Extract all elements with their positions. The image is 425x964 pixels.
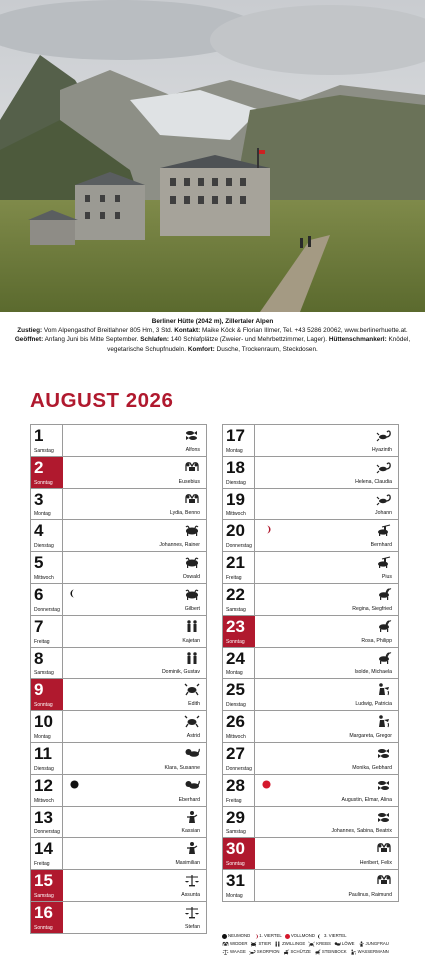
date-box [31, 838, 63, 869]
caption-food-label: Hüttenschmankerl: [328, 336, 387, 344]
legend-sign [222, 940, 247, 948]
caption-zustieg-text: Vom Alpengasthof Breitlahner 805 Hm, 3 Std. [42, 327, 175, 335]
day-number: 17 [226, 426, 245, 445]
legend-sign [308, 940, 331, 948]
photo-caption [6, 317, 419, 354]
caption-sleep-text: 140 Schlafplätze (Zweier- und Mehrbettzimmer, Lager). [168, 336, 329, 344]
date-box [31, 489, 63, 520]
full-moon-icon [262, 780, 271, 789]
date-box [31, 616, 63, 647]
date-box [31, 902, 63, 933]
capricorn-icon [376, 619, 392, 633]
name-days: Alfons [185, 446, 200, 453]
name-days: Isolde, Michaela [354, 669, 392, 676]
caption-open-text: Anfang Juni bis Mitte September. [43, 336, 141, 344]
date-box [223, 489, 255, 520]
name-days: Klara, Susanne [164, 764, 200, 771]
day-number: 11 [34, 743, 52, 763]
name-days: Lydia, Benno [169, 510, 200, 517]
weekday-name: Montag [34, 511, 51, 518]
lion-icon [184, 778, 200, 792]
new-moon-icon [70, 780, 79, 789]
aries-icon [184, 460, 200, 474]
crab-icon [308, 941, 315, 947]
day-row [31, 902, 206, 934]
day-number: 3 [34, 489, 44, 509]
day-number: 23 [226, 616, 245, 636]
date-box [31, 711, 63, 742]
day-number: 12 [34, 775, 53, 795]
new-moon-icon [222, 934, 227, 939]
weekday-name: Freitag [226, 797, 242, 804]
weekday-name: Samstag [34, 447, 54, 454]
name-days: Regina, Siegfried [352, 605, 392, 612]
weekday-name: Samstag [34, 892, 54, 899]
day-number: 4 [34, 521, 44, 541]
name-days: Augustin, Elmar, Alina [341, 796, 392, 803]
weekday-name: Dienstag [226, 702, 246, 709]
legend-new-moon [222, 932, 250, 940]
day-number: 25 [226, 680, 245, 700]
date-box [223, 775, 255, 806]
date-box [223, 552, 255, 583]
day-number: 2 [34, 457, 44, 477]
legend-sign [358, 940, 389, 948]
scales-icon [184, 905, 200, 919]
date-box [223, 648, 255, 679]
day-row [31, 552, 206, 584]
day-number: 19 [226, 489, 245, 509]
day-number: 7 [34, 616, 44, 636]
date-box [223, 425, 255, 456]
date-box [31, 552, 63, 583]
day-row [31, 775, 206, 807]
name-days: Dominik, Gustav [161, 669, 200, 676]
month-title: AUGUST 2026 [30, 389, 174, 412]
day-row [31, 457, 206, 489]
day-number: 5 [34, 553, 44, 573]
waterbearer-icon [376, 682, 392, 696]
legend-signs-row-2 [222, 948, 412, 956]
day-row [223, 616, 398, 648]
legend-sign-label: WAAGE [230, 949, 246, 954]
name-days: Astrid [186, 732, 200, 739]
fish-icon [376, 810, 392, 824]
date-box [223, 520, 255, 551]
day-number: 31 [226, 871, 245, 891]
day-row [31, 743, 206, 775]
caption-zustieg-label: Zustieg: [17, 327, 43, 335]
name-days: Maximilian [175, 860, 200, 867]
day-row [223, 648, 398, 680]
legend-sign [250, 940, 271, 948]
weekday-name: Montag [226, 670, 243, 677]
date-box [31, 870, 63, 901]
date-box [223, 584, 255, 615]
day-number: 21 [226, 553, 245, 573]
name-days: Monika, Gebhard [352, 764, 392, 771]
day-row [223, 584, 398, 616]
date-box [223, 679, 255, 710]
date-box [31, 425, 63, 456]
day-row [31, 648, 206, 680]
day-row [31, 807, 206, 839]
name-days: Assunta [181, 891, 200, 898]
day-number: 22 [226, 584, 245, 604]
day-number: 13 [34, 807, 53, 827]
scorpion-icon [376, 428, 392, 442]
virgin-icon [184, 810, 200, 824]
legend [222, 932, 412, 956]
weekday-name: Mittwoch [34, 797, 54, 804]
day-row [223, 838, 398, 870]
day-number: 24 [226, 648, 245, 668]
date-box [31, 584, 63, 615]
legend-sign-label: KREBS [316, 941, 331, 946]
lion-icon [334, 941, 341, 947]
legend-sign-label: STIER [258, 941, 272, 946]
legend-sign-label: SCHÜTZE [290, 949, 311, 954]
weekday-name: Sonntag [34, 479, 53, 486]
day-row [31, 870, 206, 902]
date-box [223, 711, 255, 742]
name-days: Hyazinth [371, 446, 392, 453]
weekday-name: Donnerstag [226, 765, 252, 772]
weekday-name: Mittwoch [226, 733, 246, 740]
day-row [31, 584, 206, 616]
name-days: Gilbert [184, 605, 200, 612]
name-days: Edith [188, 701, 200, 708]
caption-sleep-label: Schlafen: [140, 336, 169, 344]
bull-icon [250, 941, 257, 947]
day-number: 28 [226, 775, 245, 795]
weekday-name: Mittwoch [34, 574, 54, 581]
legend-sign-label: LÖWE [341, 941, 355, 946]
day-number: 14 [34, 839, 53, 859]
day-row [223, 775, 398, 807]
caption-title: Berliner Hütte (2042 m), Zillertaler Alpen [151, 318, 274, 325]
weekday-name: Sonntag [226, 638, 245, 645]
weekday-name: Samstag [34, 670, 54, 677]
first-quarter-icon [262, 525, 271, 534]
day-row [223, 711, 398, 743]
day-number: 15 [34, 871, 53, 891]
legend-full-moon-label: VOLLMOND [290, 933, 315, 938]
crab-icon [184, 714, 200, 728]
legend-first-quarter-label: 1. VIERTEL [259, 933, 282, 938]
date-box [223, 743, 255, 774]
day-number: 30 [226, 839, 245, 859]
legend-sign [350, 948, 389, 956]
waterbearer-icon [350, 949, 357, 955]
fish-icon [376, 778, 392, 792]
day-number: 20 [226, 521, 245, 541]
legend-moon-row [222, 932, 412, 940]
fish-icon [184, 428, 200, 442]
date-box [31, 807, 63, 838]
scorpion-icon [376, 492, 392, 506]
weekday-name: Dienstag [34, 543, 54, 550]
legend-first-quarter [253, 932, 282, 940]
first-quarter-icon [253, 934, 258, 939]
day-number: 1 [34, 426, 44, 445]
day-row [31, 425, 206, 457]
date-box [223, 616, 255, 647]
day-row [223, 552, 398, 584]
day-row [223, 520, 398, 552]
day-row [31, 489, 206, 521]
legend-sign [274, 940, 305, 948]
date-box [31, 775, 63, 806]
day-number: 10 [34, 712, 53, 732]
archer-icon [283, 949, 290, 955]
date-box [31, 679, 63, 710]
legend-sign-label: STEINBOCK [321, 949, 347, 954]
name-days: Johannes, Rainer [159, 542, 200, 549]
name-days: Paulinus, Raimund [348, 891, 392, 898]
date-box [223, 807, 255, 838]
scorpion-icon [249, 949, 256, 955]
weekday-name: Sonntag [226, 861, 245, 868]
weekday-name: Sonntag [34, 924, 53, 931]
legend-sign [334, 940, 355, 948]
name-days: Eusebius [178, 478, 200, 485]
date-box [223, 457, 255, 488]
name-days: Ludwig, Patricia [355, 701, 392, 708]
name-days: Heribert, Felix [359, 860, 392, 867]
name-days: Johannes, Sabina, Beatrix [331, 828, 392, 835]
name-days: Johann [374, 510, 392, 517]
scales-icon [184, 873, 200, 887]
weekday-name: Samstag [226, 606, 246, 613]
weekday-name: Donnerstag [226, 543, 252, 550]
waterbearer-icon [376, 714, 392, 728]
legend-sign-label: ZWILLINGE [282, 941, 306, 946]
archer-icon [376, 555, 392, 569]
caption-food-text: Knödel, vegetarische Schupfnudeln. [107, 336, 411, 353]
caption-comfort-text: Dusche, Trockenraum, Steckdosen. [214, 345, 318, 353]
day-row [223, 743, 398, 775]
twins-icon [184, 619, 200, 633]
date-box [31, 648, 63, 679]
date-box [31, 520, 63, 551]
virgin-icon [184, 841, 200, 855]
day-row [31, 838, 206, 870]
twins-icon [274, 941, 281, 947]
day-row [31, 679, 206, 711]
weekday-name: Freitag [34, 638, 50, 645]
date-box [223, 870, 255, 901]
weekday-name: Donnerstag [34, 606, 60, 613]
name-days: Kajetan [182, 637, 200, 644]
legend-sign [314, 948, 347, 956]
day-number: 18 [226, 457, 245, 477]
day-number: 6 [34, 584, 44, 604]
legend-last-quarter [318, 932, 347, 940]
day-row [31, 520, 206, 552]
day-number: 27 [226, 743, 245, 763]
weekday-name: Dienstag [34, 765, 54, 772]
date-box [31, 457, 63, 488]
capricorn-icon [376, 651, 392, 665]
day-row [223, 457, 398, 489]
calendar-column-left [30, 424, 207, 934]
archer-icon [376, 523, 392, 537]
day-row [223, 425, 398, 457]
weekday-name: Montag [34, 733, 51, 740]
name-days: Pius [381, 573, 392, 580]
legend-sign-label: WASSERMANN [357, 949, 389, 954]
legend-sign-label: SKORPION [256, 949, 280, 954]
day-row [223, 870, 398, 902]
legend-sign-label: WIDDER [230, 941, 248, 946]
legend-sign-label: JUNGFRAU [365, 941, 389, 946]
caption-contact-label: Kontakt: [174, 327, 201, 335]
calendar-column-right [222, 424, 399, 902]
date-box [223, 838, 255, 869]
aries-icon [184, 492, 200, 506]
weekday-name: Sonntag [34, 702, 53, 709]
scales-icon [222, 949, 229, 955]
weekday-name: Dienstag [226, 479, 246, 486]
legend-sign [222, 948, 246, 956]
bull-icon [184, 555, 200, 569]
legend-signs-row-1 [222, 940, 412, 948]
last-quarter-icon [318, 934, 323, 939]
virgin-icon [358, 941, 365, 947]
capricorn-icon [314, 949, 321, 955]
legend-full-moon [285, 932, 315, 940]
weekday-name: Donnerstag [34, 829, 60, 836]
weekday-name: Mittwoch [226, 511, 246, 518]
name-days: Rosa, Philipp [361, 637, 392, 644]
name-days: Stefan [185, 923, 200, 930]
name-days: Bernhard [370, 542, 392, 549]
aries-icon [376, 873, 392, 887]
aries-icon [376, 841, 392, 855]
day-number: 26 [226, 712, 245, 732]
name-days: Oswald [182, 573, 200, 580]
bull-icon [184, 587, 200, 601]
legend-new-moon-label: NEUMOND [228, 933, 251, 938]
day-row [223, 807, 398, 839]
weekday-name: Montag [226, 447, 243, 454]
mountain-hut-photo [0, 0, 425, 312]
crab-icon [184, 682, 200, 696]
bull-icon [184, 523, 200, 537]
weekday-name: Freitag [226, 574, 242, 581]
landscape-illustration [0, 0, 425, 312]
name-days: Margareta, Gregor [349, 732, 392, 739]
caption-comfort-label: Komfort: [187, 345, 215, 353]
weekday-name: Samstag [226, 829, 246, 836]
capricorn-icon [376, 587, 392, 601]
day-number: 29 [226, 807, 245, 827]
date-box [31, 743, 63, 774]
name-days: Eberhard [178, 796, 200, 803]
name-days: Kassian [181, 828, 200, 835]
day-number: 9 [34, 680, 44, 700]
lion-icon [184, 746, 200, 760]
day-row [31, 711, 206, 743]
day-number: 16 [34, 902, 53, 922]
day-row [31, 616, 206, 648]
aries-icon [222, 941, 229, 947]
day-row [223, 489, 398, 521]
day-row [223, 679, 398, 711]
day-number: 8 [34, 648, 44, 668]
last-quarter-icon [70, 589, 79, 598]
twins-icon [184, 651, 200, 665]
name-days: Helena, Claudia [355, 478, 392, 485]
caption-open-label: Geöffnet: [14, 336, 44, 344]
legend-sign [283, 948, 311, 956]
legend-last-quarter-label: 3. VIERTEL [323, 933, 347, 938]
weekday-name: Montag [226, 892, 243, 899]
fish-icon [376, 746, 392, 760]
weekday-name: Freitag [34, 861, 50, 868]
legend-sign [249, 948, 280, 956]
scorpion-icon [376, 460, 392, 474]
caption-contact-text: Maike Köck & Florian Illmer, Tel. +43 5286 20062, www.berlinerhuette.at. [200, 327, 408, 335]
full-moon-icon [285, 934, 290, 939]
